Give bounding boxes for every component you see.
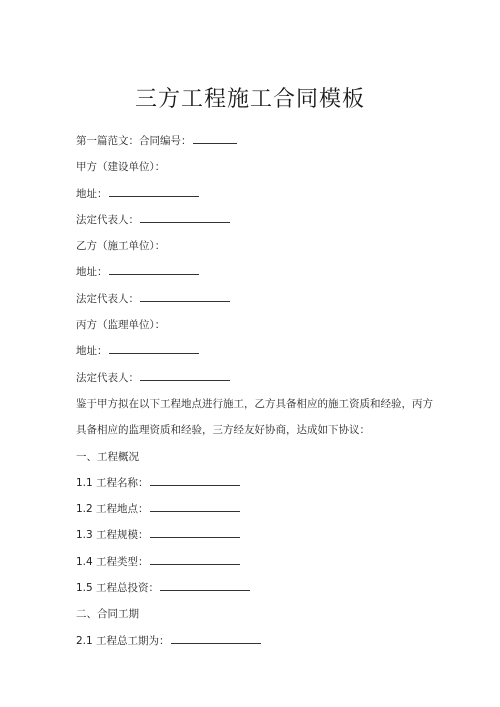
line-text: 鉴于甲方拟在以下工程地点进行施工，乙方具备相应的施工资质和经验，丙方 xyxy=(76,397,433,410)
document-line xyxy=(76,522,436,548)
document-line xyxy=(76,233,436,259)
fill-in-blank xyxy=(109,185,199,197)
line-text: 具备相应的监理资质和经验，三方经友好协商，达成如下协议： xyxy=(76,424,370,437)
document-line xyxy=(76,601,436,627)
line-text: 1.4 工程类型： xyxy=(76,555,149,568)
line-text: 地址： xyxy=(76,345,108,358)
document-line xyxy=(76,496,436,522)
line-text: 二、合同工期 xyxy=(76,608,139,621)
document-line xyxy=(76,549,436,575)
line-text: 2.1 工程总工期为： xyxy=(76,634,170,647)
fill-in-blank xyxy=(150,526,240,538)
document-title: 三方工程施工合同模板 xyxy=(134,87,365,112)
line-text: 第一篇范文：合同编号： xyxy=(76,135,192,147)
document-line xyxy=(76,444,436,470)
line-text: 地址： xyxy=(76,187,108,200)
document-line xyxy=(76,365,436,391)
document-line xyxy=(76,181,436,207)
document-line xyxy=(76,628,436,654)
fill-in-blank xyxy=(193,132,237,144)
document-line xyxy=(76,154,436,180)
line-text: 1.2 工程地点： xyxy=(76,503,149,516)
line-text: 1.1 工程名称： xyxy=(76,476,149,489)
document-line xyxy=(76,575,436,601)
document-line xyxy=(76,391,436,417)
fill-in-blank xyxy=(140,290,230,302)
line-text: 法定代表人： xyxy=(76,292,139,305)
document-line xyxy=(76,338,436,364)
line-text: 1.3 工程规模： xyxy=(76,529,149,542)
fill-in-blank xyxy=(160,579,250,591)
fill-in-blank xyxy=(150,474,240,486)
fill-in-blank xyxy=(109,342,199,354)
fill-in-blank xyxy=(150,500,240,512)
line-text: 一、工程概况 xyxy=(76,450,139,463)
document-line xyxy=(76,259,436,285)
document-line xyxy=(76,417,436,443)
document-line xyxy=(76,312,436,338)
fill-in-blank xyxy=(171,632,261,644)
line-text: 1.5 工程总投资： xyxy=(76,582,160,595)
line-text: 甲方（建设单位）： xyxy=(76,161,166,174)
document-body xyxy=(76,128,436,654)
line-text: 地址： xyxy=(76,266,108,279)
fill-in-blank xyxy=(140,369,230,381)
document-line xyxy=(76,207,436,233)
line-text: 法定代表人： xyxy=(76,213,139,226)
fill-in-blank xyxy=(109,263,199,275)
document-line xyxy=(76,128,436,154)
line-text: 丙方（监理单位）： xyxy=(76,319,166,332)
document-line xyxy=(76,286,436,312)
fill-in-blank xyxy=(150,553,240,565)
line-text: 乙方（施工单位）： xyxy=(76,240,166,253)
line-text: 法定代表人： xyxy=(76,371,139,384)
document-line xyxy=(76,470,436,496)
fill-in-blank xyxy=(140,211,230,223)
